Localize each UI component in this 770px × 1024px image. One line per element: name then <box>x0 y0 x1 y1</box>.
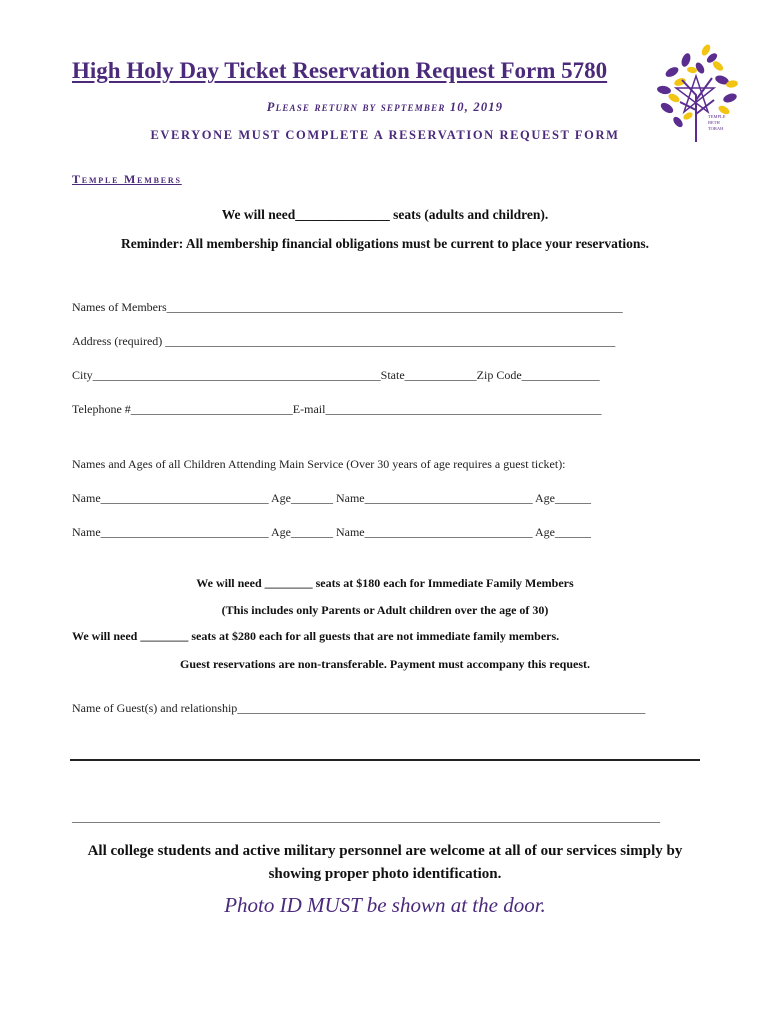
temple-logo <box>652 40 742 150</box>
city-state-zip-field[interactable]: City________________________________________________State____________Zip Code_____________ <box>72 368 600 382</box>
guest-seats-line: We will need ________ seats at $280 each for all guests that are not immediate family members. <box>72 629 560 643</box>
telephone-email-field[interactable]: Telephone #___________________________E-mail______________________________________________ <box>72 402 602 416</box>
everyone-must-complete-notice: EVERYONE MUST COMPLETE A RESERVATION REQUEST FORM <box>150 128 620 142</box>
blank-line: __________________________________________________________________________________________________ <box>72 810 660 824</box>
family-seats-line: We will need ________ seats at $180 each for Immediate Family Members <box>196 576 574 590</box>
child-name-age-row[interactable]: Name____________________________ Age_______ Name____________________________ Age______ <box>72 491 591 505</box>
return-by-notice: Please return by september 10, 2019 <box>266 100 504 114</box>
form-title: High Holy Day Ticket Reservation Request Form 5780 <box>72 58 608 83</box>
address-field[interactable]: Address (required) ___________________________________________________________________________ <box>72 334 616 348</box>
family-seats-note: (This includes only Parents or Adult children over the age of 30) <box>221 603 549 617</box>
reminder-text: Reminder: All membership financial obligations must be current to place your reservations. <box>121 236 649 251</box>
svg-text:TORAH: TORAH <box>708 126 724 131</box>
names-of-members-field[interactable]: Names of Members____________________________________________________________________________ <box>72 300 623 314</box>
children-attending-label: Names and Ages of all Children Attending Main Service (Over 30 years of age requires a guest ticket): <box>72 457 566 471</box>
guest-reservations-note: Guest reservations are non-transferable. Payment must accompany this request. <box>180 657 590 671</box>
svg-text:BETH: BETH <box>708 120 720 125</box>
tree-of-life-logo-icon <box>652 40 742 150</box>
seats-needed-line: We will need______________ seats (adults and children). <box>221 207 549 222</box>
welcome-message: All college students and active military personnel are welcome at all of our services simply by showing proper photo identification. <box>87 843 683 882</box>
guest-name-relationship-field[interactable]: Name of Guest(s) and relationship____________________________________________________________________ <box>72 701 646 715</box>
photo-id-notice: Photo ID MUST be shown at the door. <box>224 893 546 917</box>
divider <box>70 759 700 761</box>
child-name-age-row[interactable]: Name____________________________ Age_______ Name____________________________ Age______ <box>72 525 591 539</box>
svg-text:TEMPLE: TEMPLE <box>708 114 726 119</box>
section-heading-temple-members: Temple Members <box>72 172 182 186</box>
